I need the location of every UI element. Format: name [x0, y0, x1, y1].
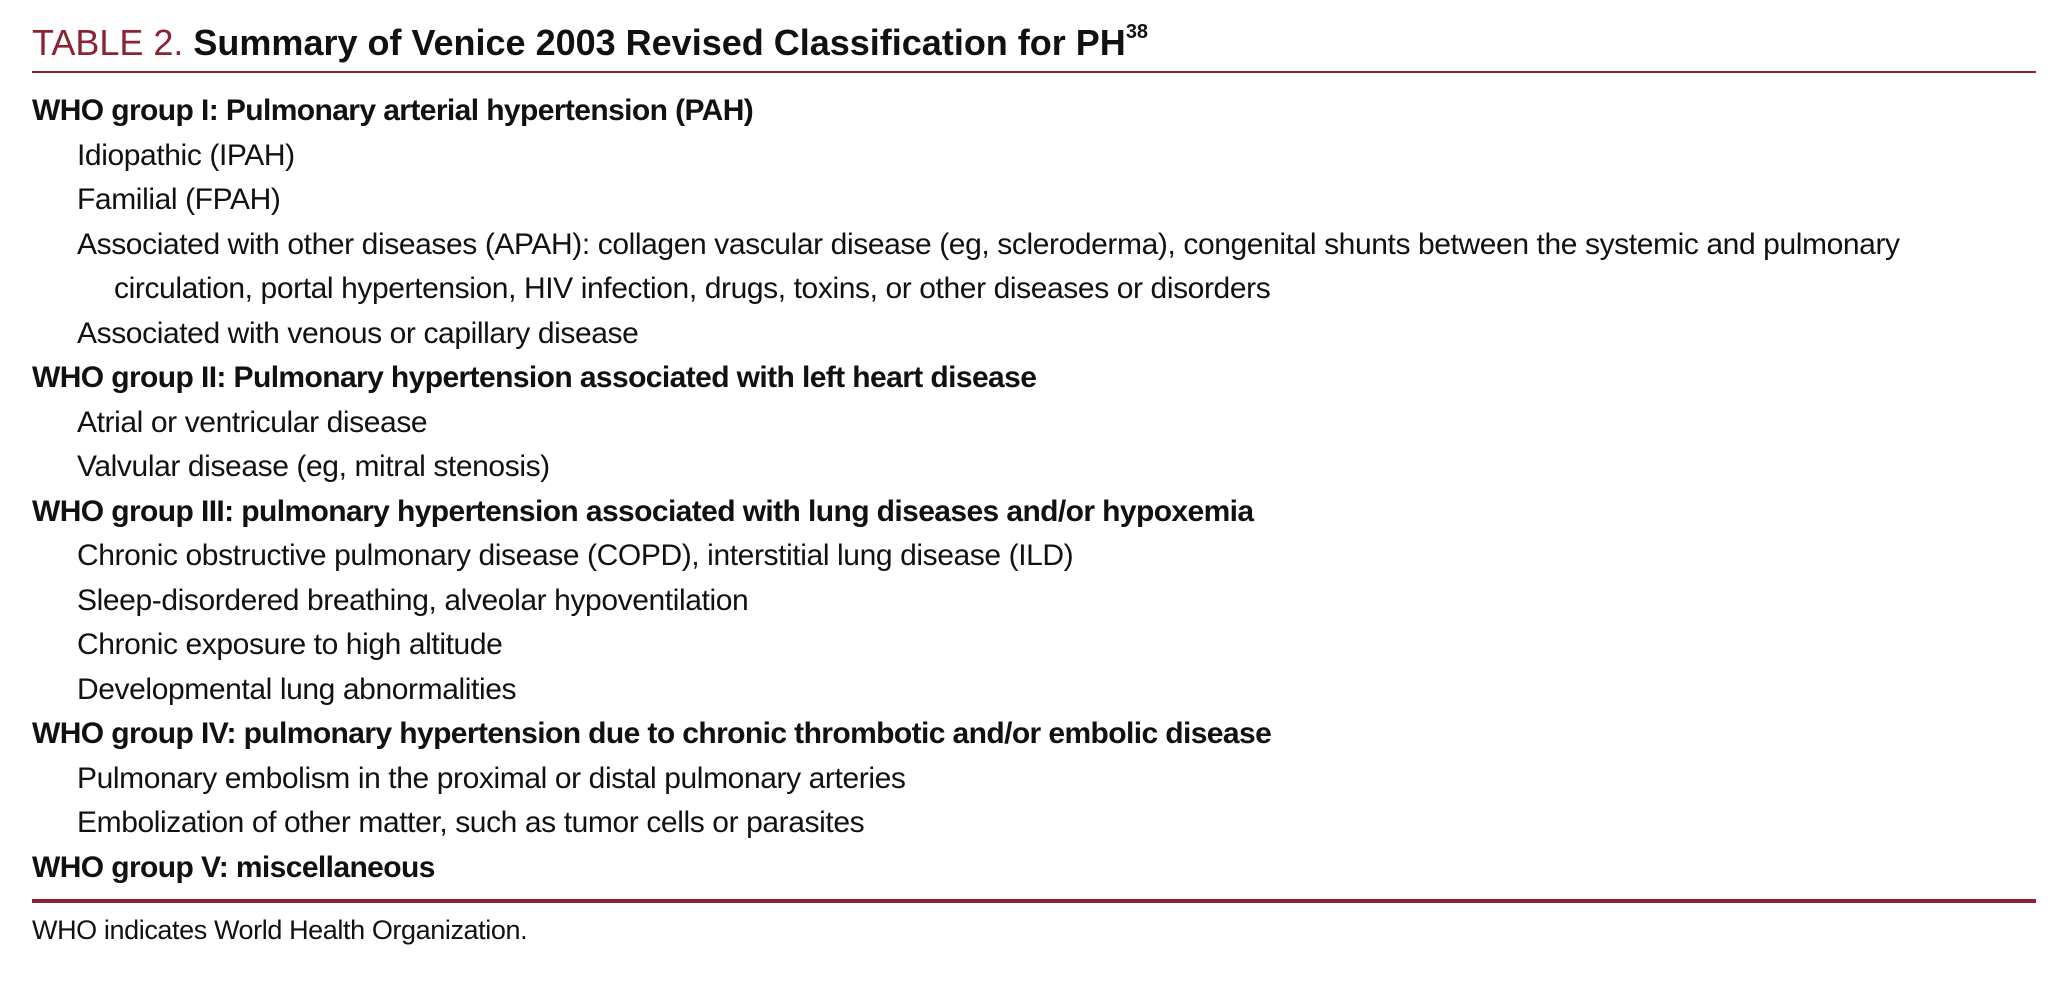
list-item: Chronic exposure to high altitude: [77, 628, 503, 661]
list-item: Embolization of other matter, such as tumor cells or parasites: [77, 806, 865, 839]
table-title: Summary of Venice 2003 Revised Classification for PH: [193, 22, 1126, 63]
title-reference: 38: [1125, 21, 1149, 43]
table-footnote: WHO indicates World Health Organization.: [32, 915, 528, 945]
group-heading-3: WHO group III: pulmonary hypertension associated with lung diseases and/or hypoxemia: [32, 494, 1254, 528]
group-heading-4: WHO group IV: pulmonary hypertension due to chronic thrombotic and/or embolic disease: [32, 717, 1272, 750]
list-item: Idiopathic (IPAH): [77, 138, 295, 172]
list-item: Chronic obstructive pulmonary disease (COPD), interstitial lung disease (ILD): [77, 539, 1074, 572]
top-rule: [32, 71, 2036, 73]
table-caption: [32, 14, 1148, 65]
list-item: Associated with venous or capillary disease: [77, 316, 639, 350]
list-item: Atrial or ventricular disease: [77, 405, 428, 439]
group-heading-1: WHO group I: Pulmonary arterial hypertension (PAH): [32, 94, 754, 127]
list-item: Familial (FPAH): [77, 183, 281, 216]
bottom-rule: [32, 899, 2036, 903]
list-item: Pulmonary embolism in the proximal or distal pulmonary arteries: [77, 761, 906, 795]
list-item: Sleep-disordered breathing, alveolar hypoventilation: [77, 583, 749, 617]
list-item: Associated with other diseases (APAH): collagen vascular disease (eg, scleroderma), congenital shunts between the systemic and pulmonary circulation, portal hypertension, HIV infection, drugs, toxins, or other diseases or disorders: [77, 227, 1900, 305]
list-item: Valvular disease (eg, mitral stenosis): [77, 450, 550, 483]
table-label: TABLE 2.: [32, 22, 184, 63]
table-body: [32, 89, 2022, 890]
list-item: Developmental lung abnormalities: [77, 672, 517, 706]
group-heading-2: WHO group II: Pulmonary hypertension associated with left heart disease: [32, 361, 1037, 394]
group-heading-5: WHO group V: miscellaneous: [32, 850, 435, 884]
